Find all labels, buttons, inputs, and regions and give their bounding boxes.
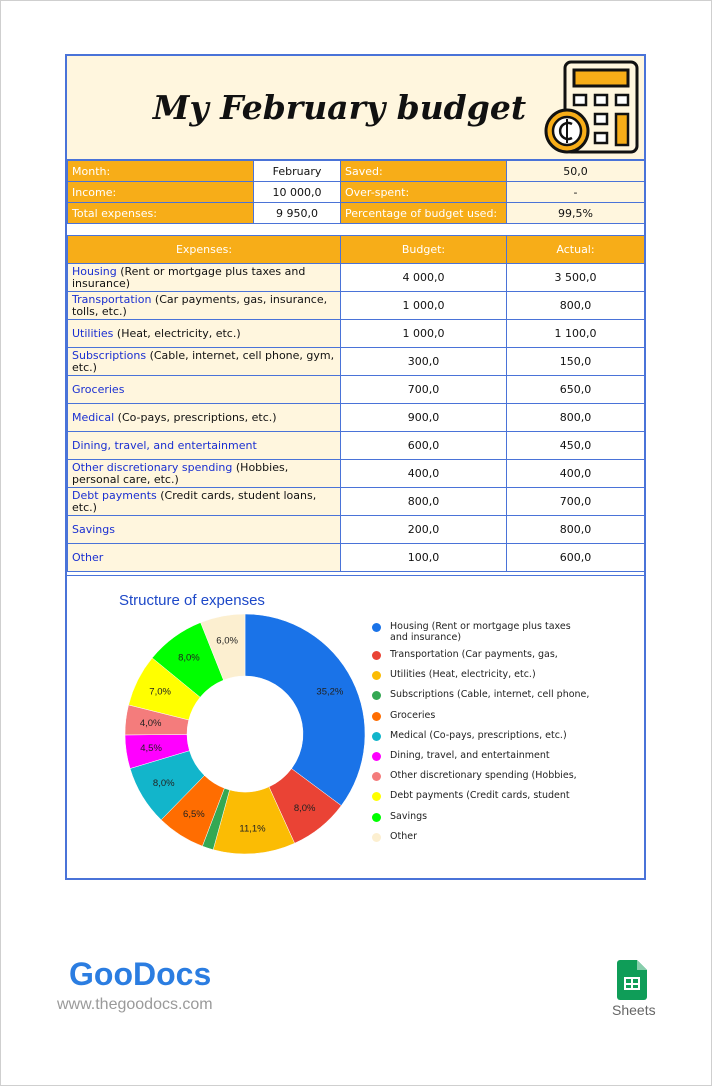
slice-label: 6,0%: [216, 635, 238, 647]
budget-value: 1 000,0: [341, 320, 507, 348]
legend-item: [372, 649, 642, 669]
expense-name: [68, 404, 341, 432]
budget-value: 700,0: [341, 376, 507, 404]
slice-label: 8,0%: [178, 652, 200, 664]
expense-detail: (Rent or mortgage plus taxes and insurance): [72, 264, 306, 290]
budget-value: 100,0: [341, 544, 507, 572]
expense-category: Utilities: [72, 326, 114, 340]
legend-item: [372, 689, 642, 709]
summary-label: Month:: [68, 161, 254, 182]
summary-value: -: [507, 182, 645, 203]
slice-label: 35,2%: [316, 686, 344, 698]
expense-name: [68, 432, 341, 460]
legend-swatch: [372, 792, 381, 801]
legend-label: Other discretionary spending (Hobbies,: [390, 770, 577, 782]
slice-label: 8,0%: [152, 778, 175, 790]
legend-item: [372, 770, 642, 790]
actual-header: Actual:: [507, 236, 645, 264]
legend-label: Other: [390, 830, 417, 842]
legend-label: Dining, travel, and entertainment: [390, 749, 550, 761]
expense-row: [68, 516, 645, 544]
summary-value: 9 950,0: [254, 203, 341, 224]
actual-value: 800,0: [507, 292, 645, 320]
legend-label: Subscriptions (Cable, internet, cell phone,: [390, 689, 590, 701]
expense-detail: (Car payments, gas, insurance, tolls, etc.): [72, 292, 328, 318]
expense-detail: (Hobbies, personal care, etc.): [72, 460, 289, 486]
chart-title: Structure of expenses: [119, 592, 265, 609]
slice-label: 6,5%: [183, 809, 205, 821]
expense-name: [68, 348, 341, 376]
expense-name: [68, 544, 341, 572]
expense-row: [68, 320, 645, 348]
legend-swatch: [372, 712, 381, 721]
actual-value: 800,0: [507, 516, 645, 544]
legend-swatch: [372, 833, 381, 842]
legend-swatch: [372, 772, 381, 781]
legend-swatch: [372, 732, 381, 741]
expense-category: Subscriptions: [72, 348, 147, 362]
donut-slice: [245, 614, 365, 806]
budget-value: 4 000,0: [341, 264, 507, 292]
legend-item: [372, 669, 642, 689]
budget-sheet: [65, 54, 646, 880]
actual-value: 1 100,0: [507, 320, 645, 348]
summary-label: Percentage of budget used:: [341, 203, 507, 224]
expense-category: Savings: [72, 522, 115, 536]
expense-category: Debt payments: [72, 488, 157, 502]
expense-row: [68, 348, 645, 376]
legend-swatch: [372, 671, 381, 680]
expense-row: [68, 404, 645, 432]
slice-label: 11,1%: [239, 823, 266, 835]
actual-value: 400,0: [507, 460, 645, 488]
legend-label: Groceries: [390, 709, 436, 721]
sheets-label: Sheets: [612, 1002, 656, 1018]
expense-row: [68, 488, 645, 516]
legend-item: [372, 710, 642, 730]
expense-category: Groceries: [72, 382, 125, 396]
summary-label: Income:: [68, 182, 254, 203]
expense-category: Other: [72, 550, 104, 564]
expense-category: Housing: [72, 264, 117, 278]
legend-item: [372, 811, 642, 831]
legend-item: [372, 790, 642, 810]
expenses-header-row: [68, 236, 645, 264]
chart-legend: [372, 621, 642, 851]
summary-label: Over-spent:: [341, 182, 507, 203]
calculator-icon: [543, 59, 643, 157]
budget-value: 1 000,0: [341, 292, 507, 320]
budget-value: 300,0: [341, 348, 507, 376]
actual-value: 150,0: [507, 348, 645, 376]
summary-row: [68, 161, 645, 182]
budget-value: 200,0: [341, 516, 507, 544]
summary-table: [67, 160, 645, 224]
expense-name: [68, 376, 341, 404]
expense-category: Transportation: [72, 292, 152, 306]
google-sheets-icon: [617, 960, 647, 1000]
slice-label: 4,0%: [139, 717, 162, 729]
legend-label: Medical (Co-pays, prescriptions, etc.): [390, 729, 567, 741]
expense-row: [68, 460, 645, 488]
expenses-table: [67, 235, 645, 572]
expense-name: [68, 264, 341, 292]
summary-value: February: [254, 161, 341, 182]
expense-name: [68, 320, 341, 348]
summary-row: [68, 203, 645, 224]
summary-value: 50,0: [507, 161, 645, 182]
site-link[interactable]: www.thegoodocs.com: [57, 996, 213, 1013]
legend-label: Transportation (Car payments, gas,: [390, 649, 558, 660]
expense-category: Dining, travel, and entertainment: [72, 438, 257, 452]
expense-name: [68, 292, 341, 320]
legend-swatch: [372, 752, 381, 761]
legend-label: Savings: [390, 810, 428, 822]
summary-label: Total expenses:: [68, 203, 254, 224]
actual-value: 450,0: [507, 432, 645, 460]
slice-label: 8,0%: [293, 802, 316, 814]
actual-value: 800,0: [507, 404, 645, 432]
actual-value: 650,0: [507, 376, 645, 404]
expense-row: [68, 544, 645, 572]
legend-swatch: [372, 651, 381, 660]
summary-value: 99,5%: [507, 203, 645, 224]
legend-item: [372, 621, 642, 649]
expense-row: [68, 376, 645, 404]
expense-row: [68, 292, 645, 320]
slice-label: 4,5%: [140, 743, 162, 755]
budget-value: 600,0: [341, 432, 507, 460]
summary-value: 10 000,0: [254, 182, 341, 203]
expense-detail: (Heat, electricity, etc.): [113, 326, 241, 340]
legend-item: [372, 831, 642, 851]
legend-swatch: [372, 813, 381, 822]
legend-swatch: [372, 691, 381, 700]
expenses-donut-chart: [67, 576, 367, 879]
summary-label: Saved:: [341, 161, 507, 182]
expense-name: [68, 516, 341, 544]
legend-label: Housing (Rent or mortgage plus taxes and insurance): [390, 621, 571, 643]
expense-category: Medical: [72, 410, 115, 424]
actual-value: 3 500,0: [507, 264, 645, 292]
expense-name: [68, 488, 341, 516]
chart-panel: [67, 575, 644, 879]
budget-header: Budget:: [341, 236, 507, 264]
title-banner: [67, 56, 644, 160]
summary-row: [68, 182, 645, 203]
expense-row: [68, 432, 645, 460]
expenses-header: Expenses:: [68, 236, 341, 264]
expense-detail: (Cable, internet, cell phone, gym, etc.): [72, 348, 335, 374]
budget-value: 400,0: [341, 460, 507, 488]
legend-item: [372, 730, 642, 750]
expense-category: Other discretionary spending: [72, 460, 233, 474]
legend-label: Debt payments (Credit cards, student: [390, 790, 570, 802]
actual-value: 700,0: [507, 488, 645, 516]
expense-name: [68, 460, 341, 488]
expense-detail: (Co-pays, prescriptions, etc.): [114, 410, 277, 424]
expense-detail: (Credit cards, student loans, etc.): [72, 488, 317, 514]
page-title: My February budget: [152, 88, 527, 127]
goodocs-logo[interactable]: GooDocs: [69, 956, 212, 992]
budget-value: 900,0: [341, 404, 507, 432]
legend-label: Utilities (Heat, electricity, etc.): [390, 669, 536, 681]
actual-value: 600,0: [507, 544, 645, 572]
expense-row: [68, 264, 645, 292]
legend-swatch: [372, 623, 381, 632]
slice-label: 7,0%: [149, 686, 171, 698]
legend-item: [372, 750, 642, 770]
budget-value: 800,0: [341, 488, 507, 516]
